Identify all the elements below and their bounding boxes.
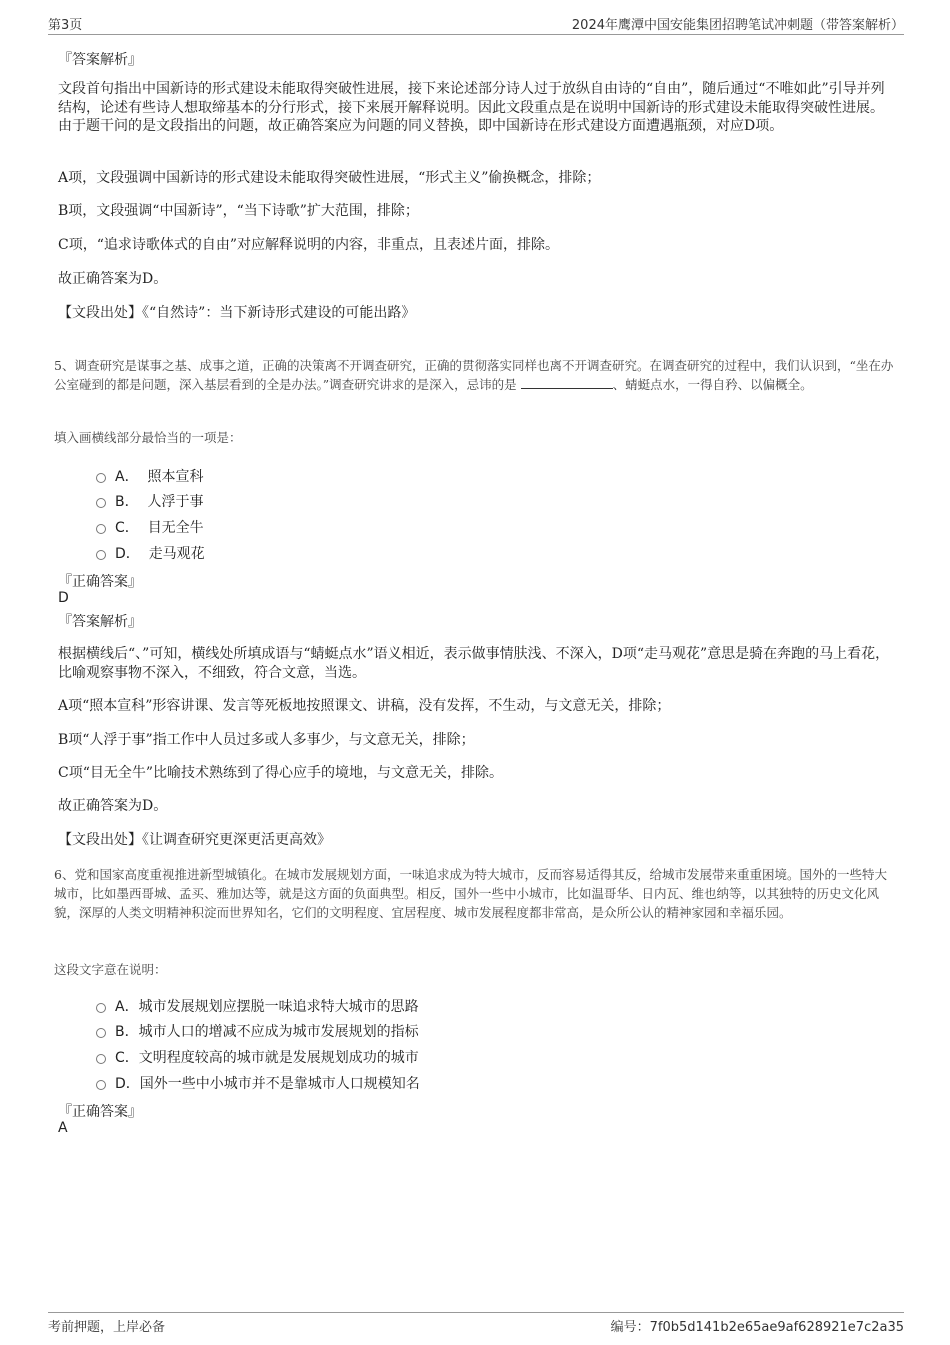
q6-option-a[interactable]: A．城市发展规划应摆脱一味追求特大城市的思路 — [96, 996, 419, 1016]
q5-option-c[interactable]: C． 目无全牛 — [96, 517, 204, 537]
page-footer — [48, 1312, 904, 1333]
question-6-stem: 6、党和国家高度重视推进新型城镇化。在城市发展规划方面，一味追求成为特大城市，反而容易适得其反，给城市发展带来重重困境。国外的一些特大城市，比如墨西哥城、孟买、雅加达等，就是这方面的负面典型。相反，国外一些中小城市，比如温哥华、日内瓦、维也纳等，以其独特的历史文化风貌，深厚的人类文明精神积淀而世界知名，它们的文明程度、宜居程度、城市发展程度都非常高，是众所公认的精神家园和幸福乐园。 — [54, 867, 887, 920]
correct-answer: A — [58, 1120, 68, 1136]
footer-slogan: 考前押题，上岸必备 — [48, 1320, 166, 1335]
analysis-option-c: C项，“追求诗歌体式的自由”对应解释说明的内容，非重点，且表述片面，排除。 — [58, 237, 560, 253]
page-number: 第3页 — [48, 18, 83, 33]
radio-icon[interactable] — [96, 473, 106, 483]
analysis-paragraph: 根据横线后“、”可知，横线处所填成语与“蜻蜓点水”语义相近，表示做事情肤浅、不深入，D项“走马观花”意思是骑在奔跑的马上看花，比喻观察事物不深入，不细致，符合文意，当选。 — [58, 646, 890, 681]
q6-option-c[interactable]: C．文明程度较高的城市就是发展规划成功的城市 — [96, 1047, 419, 1067]
analysis-heading: 『答案解析』 — [58, 614, 142, 630]
correct-answer-heading: 『正确答案』 — [58, 574, 142, 590]
radio-icon[interactable] — [96, 1003, 106, 1013]
analysis-option-b: B项，文段强调“中国新诗”，“当下诗歌”扩大范围，排除； — [58, 203, 419, 219]
radio-icon[interactable] — [96, 498, 106, 508]
analysis-option-a: A项“照本宣科”形容讲课、发言等死板地按照课文、讲稿，没有发挥，不生动，与文意无关，排除； — [58, 698, 671, 714]
fill-blank — [521, 376, 613, 389]
q5-option-a[interactable]: A． 照本宣科 — [96, 466, 203, 486]
correct-answer-heading: 『正确答案』 — [58, 1104, 142, 1120]
radio-icon[interactable] — [96, 1054, 106, 1064]
document-id: 编号：7f0b5d141b2e65ae9af628921e7c2a35 — [610, 1320, 904, 1335]
radio-icon[interactable] — [96, 1080, 106, 1090]
question-5-prompt: 填入画横线部分最恰当的一项是： — [54, 430, 242, 445]
radio-icon[interactable] — [96, 524, 106, 534]
source-citation: 【文段出处】《让调查研究更深更活更高效》 — [58, 832, 331, 848]
analysis-option-c: C项“目无全牛”比喻技术熟练到了得心应手的境地，与文意无关，排除。 — [58, 765, 504, 781]
question-6-prompt: 这段文字意在说明： — [54, 962, 167, 977]
analysis-conclusion: 故正确答案为D。 — [58, 798, 168, 814]
question-5-stem: 5、调查研究是谋事之基、成事之道，正确的决策离不开调查研究，正确的贯彻落实同样也离不开调查研究。在调查研究的过程中，我们认识到，“坐在办公室碰到的都是问题，深入基层看到的全是办法。”调查研究讲求的是深入，忌讳的是 、蜻蜓点水，一得自矜、以偏概全。 — [54, 358, 894, 392]
analysis-conclusion: 故正确答案为D。 — [58, 271, 168, 287]
analysis-option-b: B项“人浮于事”指工作中人员过多或人多事少，与文意无关，排除； — [58, 732, 475, 748]
q5-option-d[interactable]: D． 走马观花 — [96, 543, 205, 563]
analysis-heading: 『答案解析』 — [58, 52, 142, 68]
radio-icon[interactable] — [96, 1028, 106, 1038]
q6-option-b[interactable]: B．城市人口的增减不应成为城市发展规划的指标 — [96, 1021, 419, 1041]
q5-option-b[interactable]: B． 人浮于事 — [96, 491, 204, 511]
document-title: 2024年鹰潭中国安能集团招聘笔试冲刺题（带答案解析） — [571, 18, 904, 33]
page-header — [48, 14, 904, 35]
correct-answer: D — [58, 590, 69, 606]
q6-option-d[interactable]: D．国外一些中小城市并不是靠城市人口规模知名 — [96, 1073, 420, 1093]
radio-icon[interactable] — [96, 550, 106, 560]
source-citation: 【文段出处】《“自然诗”：当下新诗形式建设的可能出路》 — [58, 305, 416, 321]
analysis-option-a: A项，文段强调中国新诗的形式建设未能取得突破性进展，“形式主义”偷换概念，排除； — [58, 170, 601, 186]
analysis-paragraph: 文段首句指出中国新诗的形式建设未能取得突破性进展，接下来论述部分诗人过于放纵自由诗的“自由”，随后通过“不唯如此”引导并列结构，论述有些诗人想取缔基本的分行形式，接下来展开解释说明。因此文段重点是在说明中国新诗的形式建设未能取得突破性进展。由于题干问的是文段指出的问题，故正确答案应为问题的同义替换，即中国新诗在形式建设方面遭遇瓶颈，对应D项。 — [58, 81, 885, 134]
